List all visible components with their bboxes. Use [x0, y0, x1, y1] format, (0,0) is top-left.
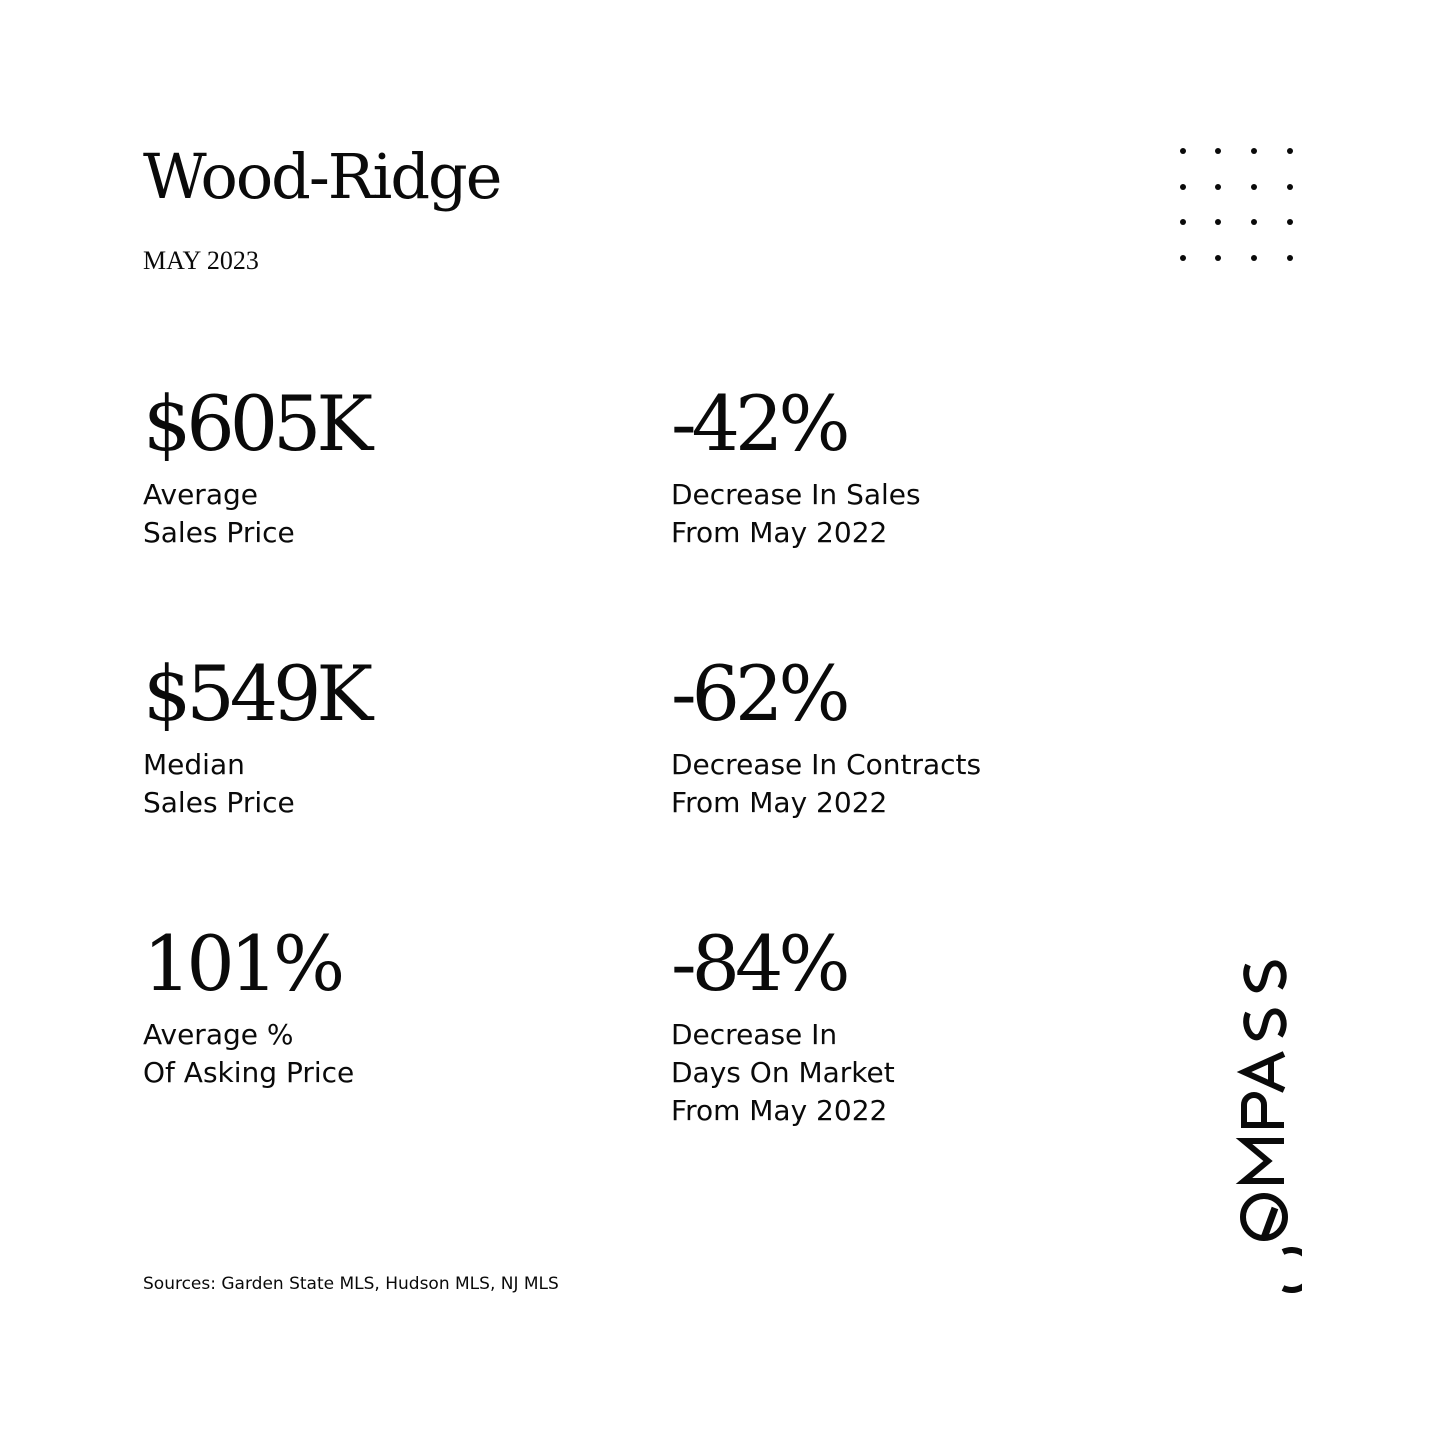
- stat-average-sales-price: [143, 379, 369, 552]
- stat-value: $549K: [143, 649, 369, 738]
- stat-median-sales-price: [143, 649, 369, 822]
- stat-label: Decrease In Contracts From May 2022: [671, 748, 982, 819]
- stat-value: 101%: [143, 919, 341, 1008]
- stat-label: Average Sales Price: [143, 478, 295, 549]
- page-title: Wood-Ridge: [143, 140, 501, 213]
- stat-value: $605K: [143, 379, 369, 468]
- stat-label: Median Sales Price: [143, 748, 295, 819]
- stat-contracts-change: [671, 649, 982, 822]
- stat-value: -62%: [671, 649, 846, 738]
- stat-label: Decrease In Sales From May 2022: [671, 478, 921, 549]
- dot-grid-icon: [1171, 142, 1301, 268]
- stat-days-on-market-change: [671, 919, 895, 1130]
- stat-label: Average % Of Asking Price: [143, 1018, 355, 1089]
- compass-logo: [1226, 950, 1302, 1300]
- stat-sales-change: [671, 379, 921, 552]
- stat-label: Decrease In Days On Market From May 2022: [671, 1018, 895, 1127]
- stat-value: -42%: [671, 379, 846, 468]
- report-date: MAY 2023: [143, 246, 259, 275]
- stat-value: -84%: [671, 919, 846, 1008]
- stat-percent-of-asking: [143, 919, 355, 1092]
- sources-note: Sources: Garden State MLS, Hudson MLS, NJ MLS: [143, 1274, 559, 1294]
